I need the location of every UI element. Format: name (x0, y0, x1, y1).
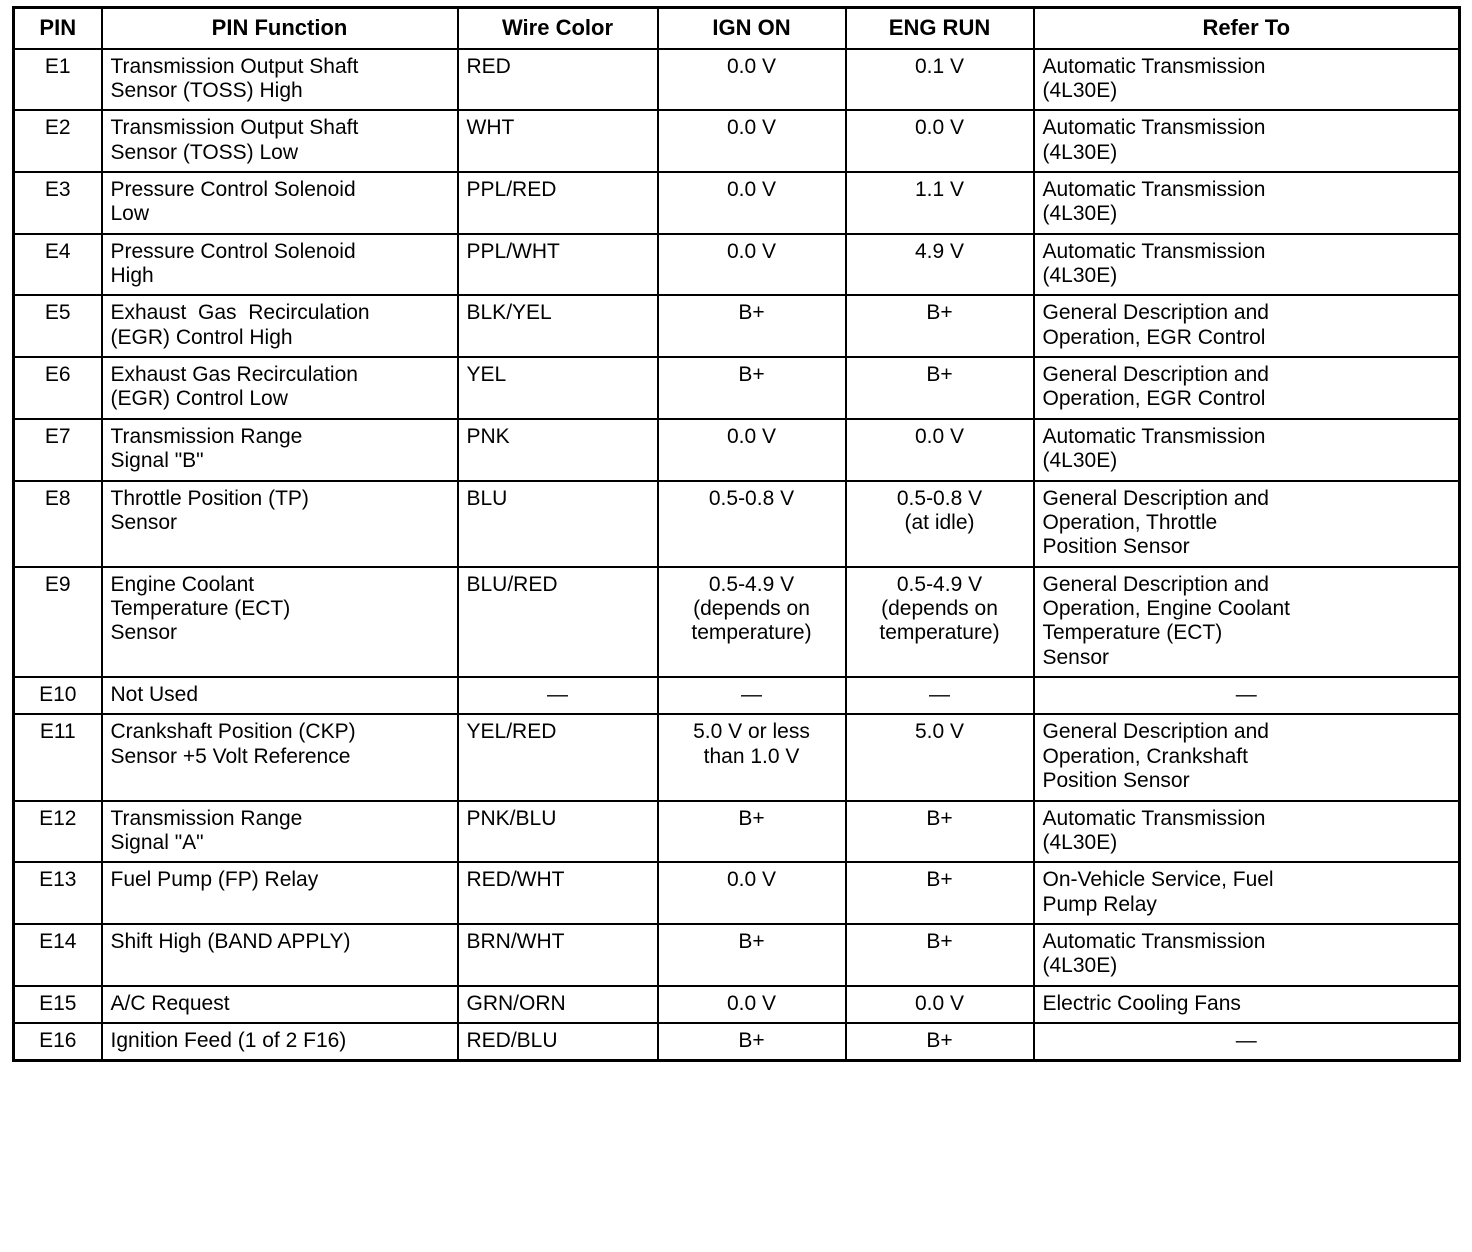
cell-ign-on-line: 0.0 V (726, 239, 777, 263)
cell-refer-to (1034, 677, 1460, 714)
table-row (14, 677, 1460, 714)
cell-ign-on-line: 5.0 V or less (693, 720, 810, 744)
cell-refer-to-line: Sensor (1042, 645, 1110, 669)
table-row (14, 1023, 1460, 1061)
cell-pin-function-line: Engine Coolant (110, 572, 255, 596)
cell-pin-function-line: Exhaust Gas Recirculation (110, 363, 358, 387)
cell-ign-on-line: B+ (738, 806, 765, 830)
column-header-eng-run: ENG RUN (846, 8, 1034, 49)
cell-pin-function (102, 986, 458, 1023)
cell-ign-on-line: 0.0 V (726, 54, 777, 78)
cell-pin: E12 (14, 801, 102, 863)
cell-pin-function-line: (EGR) Control Low (110, 387, 288, 411)
table-row (14, 986, 1460, 1023)
cell-eng-run (846, 419, 1034, 481)
cell-ign-on (658, 49, 846, 111)
cell-wire-color: BLU (458, 481, 658, 567)
cell-eng-run-line: 5.0 V (914, 720, 965, 744)
table-row (14, 234, 1460, 296)
cell-refer-to-line: (4L30E) (1042, 202, 1118, 226)
cell-pin-function-line: Shift High (BAND APPLY) (110, 929, 351, 953)
cell-eng-run-line: 0.5-4.9 V (896, 572, 983, 596)
cell-refer-to-line: General Description and (1042, 486, 1269, 510)
cell-refer-to (1034, 924, 1460, 986)
cell-ign-on-line: (depends on (693, 596, 810, 620)
cell-pin-function (102, 295, 458, 357)
cell-eng-run-line: 4.9 V (914, 239, 965, 263)
cell-refer-to-line: Position Sensor (1042, 535, 1190, 559)
cell-eng-run-line: B+ (926, 868, 953, 892)
cell-pin: E1 (14, 49, 102, 111)
cell-refer-to (1034, 567, 1460, 677)
cell-refer-to-line: — (1235, 683, 1257, 707)
cell-eng-run-line: 0.0 V (914, 116, 965, 140)
cell-ign-on-line: B+ (738, 301, 765, 325)
cell-eng-run-line: 1.1 V (914, 177, 965, 201)
cell-refer-to (1034, 481, 1460, 567)
cell-pin-function-line: Pressure Control Solenoid (110, 239, 356, 263)
cell-ign-on (658, 1023, 846, 1061)
cell-ign-on-line: 0.0 V (726, 991, 777, 1015)
cell-ign-on-line: 0.0 V (726, 868, 777, 892)
cell-eng-run-line: B+ (926, 1029, 953, 1053)
cell-pin: E16 (14, 1023, 102, 1061)
table-header (14, 8, 1460, 49)
table-row (14, 172, 1460, 234)
cell-refer-to-line: (4L30E) (1042, 264, 1118, 288)
cell-pin-function-line: Pressure Control Solenoid (110, 177, 356, 201)
cell-pin: E8 (14, 481, 102, 567)
cell-eng-run (846, 49, 1034, 111)
cell-eng-run-line: B+ (926, 301, 953, 325)
cell-refer-to (1034, 110, 1460, 172)
cell-refer-to (1034, 714, 1460, 800)
cell-ign-on-line: B+ (738, 1029, 765, 1053)
cell-pin: E3 (14, 172, 102, 234)
cell-refer-to (1034, 419, 1460, 481)
cell-eng-run-line: B+ (926, 363, 953, 387)
cell-eng-run (846, 924, 1034, 986)
table-row (14, 862, 1460, 924)
cell-wire-color: GRN/ORN (458, 986, 658, 1023)
cell-pin-function (102, 234, 458, 296)
cell-pin-function-line: Crankshaft Position (CKP) (110, 720, 356, 744)
cell-eng-run-line: 0.1 V (914, 54, 965, 78)
cell-pin-function-line: Low (110, 202, 150, 226)
cell-pin-function (102, 49, 458, 111)
cell-eng-run-line: temperature) (879, 621, 1000, 645)
cell-eng-run (846, 677, 1034, 714)
cell-eng-run (846, 357, 1034, 419)
column-header-pin-function: PIN Function (102, 8, 458, 49)
cell-refer-to-line: (4L30E) (1042, 140, 1118, 164)
cell-refer-to-line: General Description and (1042, 363, 1269, 387)
cell-refer-to-line: Automatic Transmission (1042, 929, 1266, 953)
cell-ign-on-line: than 1.0 V (703, 744, 800, 768)
cell-pin: E11 (14, 714, 102, 800)
cell-pin-function (102, 110, 458, 172)
cell-eng-run (846, 567, 1034, 677)
cell-ign-on-line: 0.5-4.9 V (708, 572, 795, 596)
cell-eng-run-line: — (929, 683, 950, 707)
cell-refer-to-line: Automatic Transmission (1042, 116, 1266, 140)
cell-wire-color: WHT (458, 110, 658, 172)
cell-refer-to-line: Operation, Crankshaft (1042, 744, 1248, 768)
table-row (14, 295, 1460, 357)
cell-refer-to (1034, 357, 1460, 419)
cell-refer-to-line: Operation, EGR Control (1042, 325, 1266, 349)
cell-refer-to (1034, 1023, 1460, 1061)
cell-refer-to-line: General Description and (1042, 301, 1269, 325)
cell-eng-run (846, 481, 1034, 567)
cell-eng-run-line: 0.0 V (914, 991, 965, 1015)
cell-refer-to-line: (4L30E) (1042, 449, 1118, 473)
cell-pin-function-line: Sensor (TOSS) High (110, 78, 303, 102)
cell-pin-function (102, 481, 458, 567)
cell-eng-run (846, 986, 1034, 1023)
cell-pin-function-line: Sensor +5 Volt Reference (110, 744, 351, 768)
cell-refer-to-line: (4L30E) (1042, 954, 1118, 978)
cell-ign-on (658, 419, 846, 481)
cell-ign-on (658, 567, 846, 677)
cell-pin: E14 (14, 924, 102, 986)
cell-pin-function-line: Transmission Output Shaft (110, 54, 359, 78)
cell-refer-to (1034, 295, 1460, 357)
cell-pin-function-line: Signal "B" (110, 449, 204, 473)
cell-ign-on (658, 172, 846, 234)
cell-wire-color: PNK/BLU (458, 801, 658, 863)
cell-ign-on-line: temperature) (691, 621, 812, 645)
cell-ign-on-line: 0.0 V (726, 177, 777, 201)
cell-wire-color: PPL/RED (458, 172, 658, 234)
cell-refer-to-line: Automatic Transmission (1042, 806, 1266, 830)
cell-wire-color: BLU/RED (458, 567, 658, 677)
cell-ign-on (658, 234, 846, 296)
column-header-ign-on: IGN ON (658, 8, 846, 49)
cell-pin-function-line: High (110, 264, 154, 288)
cell-pin: E13 (14, 862, 102, 924)
cell-refer-to (1034, 986, 1460, 1023)
cell-pin-function (102, 567, 458, 677)
cell-eng-run (846, 172, 1034, 234)
table-row (14, 924, 1460, 986)
cell-refer-to-line: Electric Cooling Fans (1042, 991, 1241, 1015)
cell-refer-to-line: Automatic Transmission (1042, 424, 1266, 448)
column-header-wire-color: Wire Color (458, 8, 658, 49)
table-header-row (14, 8, 1460, 49)
cell-pin-function-line: Sensor (110, 621, 178, 645)
cell-pin-function (102, 419, 458, 481)
cell-eng-run-line: B+ (926, 806, 953, 830)
cell-pin-function (102, 924, 458, 986)
cell-refer-to-line: Automatic Transmission (1042, 239, 1266, 263)
cell-refer-to (1034, 801, 1460, 863)
cell-pin-function-line: (EGR) Control High (110, 325, 293, 349)
cell-pin-function (102, 862, 458, 924)
cell-pin-function-line: Throttle Position (TP) (110, 486, 309, 510)
cell-ign-on (658, 677, 846, 714)
cell-pin-function-line: Temperature (ECT) (110, 596, 291, 620)
cell-refer-to (1034, 234, 1460, 296)
cell-ign-on (658, 714, 846, 800)
cell-refer-to (1034, 862, 1460, 924)
cell-refer-to-line: General Description and (1042, 572, 1269, 596)
cell-wire-color: YEL/RED (458, 714, 658, 800)
cell-ign-on-line: 0.5-0.8 V (708, 486, 795, 510)
cell-refer-to-line: On-Vehicle Service, Fuel (1042, 868, 1274, 892)
cell-pin: E5 (14, 295, 102, 357)
cell-ign-on (658, 357, 846, 419)
table-row (14, 567, 1460, 677)
cell-ign-on-line: — (741, 683, 762, 707)
cell-refer-to-line: Automatic Transmission (1042, 54, 1266, 78)
cell-refer-to-line: Position Sensor (1042, 769, 1190, 793)
cell-pin-function-line: Sensor (110, 510, 178, 534)
column-header-refer-to: Refer To (1034, 8, 1460, 49)
column-header-pin: PIN (14, 8, 102, 49)
table-body (14, 49, 1460, 1061)
cell-pin: E2 (14, 110, 102, 172)
cell-refer-to (1034, 49, 1460, 111)
pin-reference-table (12, 6, 1461, 1062)
cell-pin-function-line: Transmission Range (110, 806, 303, 830)
cell-eng-run (846, 862, 1034, 924)
cell-refer-to-line: (4L30E) (1042, 830, 1118, 854)
table-row (14, 357, 1460, 419)
cell-ign-on (658, 924, 846, 986)
cell-refer-to-line: — (1235, 1029, 1257, 1053)
cell-wire-color: BRN/WHT (458, 924, 658, 986)
table-row (14, 110, 1460, 172)
cell-pin-function-line: Transmission Range (110, 424, 303, 448)
cell-ign-on (658, 862, 846, 924)
cell-pin-function-line: Exhaust Gas Recirculation (110, 301, 370, 325)
cell-eng-run-line: (at idle) (904, 510, 975, 534)
cell-ign-on-line: 0.0 V (726, 116, 777, 140)
cell-pin-function-line: Not Used (110, 683, 199, 707)
cell-pin-function (102, 172, 458, 234)
cell-pin-function (102, 357, 458, 419)
cell-pin: E4 (14, 234, 102, 296)
cell-refer-to (1034, 172, 1460, 234)
cell-pin: E9 (14, 567, 102, 677)
cell-wire-color: PPL/WHT (458, 234, 658, 296)
cell-ign-on (658, 801, 846, 863)
cell-refer-to-line: Automatic Transmission (1042, 177, 1266, 201)
cell-ign-on-line: B+ (738, 929, 765, 953)
cell-pin-function (102, 801, 458, 863)
cell-wire-color: RED (458, 49, 658, 111)
cell-eng-run-line: B+ (926, 929, 953, 953)
cell-refer-to-line: Operation, Engine Coolant (1042, 596, 1290, 620)
cell-eng-run (846, 110, 1034, 172)
cell-pin-function-line: Fuel Pump (FP) Relay (110, 868, 319, 892)
cell-pin: E15 (14, 986, 102, 1023)
cell-ign-on (658, 110, 846, 172)
cell-refer-to-line: (4L30E) (1042, 78, 1118, 102)
cell-eng-run-line: (depends on (881, 596, 998, 620)
table-row (14, 714, 1460, 800)
table-row (14, 49, 1460, 111)
table-row (14, 481, 1460, 567)
cell-pin-function-line: Sensor (TOSS) Low (110, 140, 299, 164)
table-row (14, 801, 1460, 863)
cell-refer-to-line: Operation, Throttle (1042, 510, 1218, 534)
cell-ign-on (658, 986, 846, 1023)
cell-eng-run-line: 0.0 V (914, 424, 965, 448)
cell-wire-color: RED/BLU (458, 1023, 658, 1061)
cell-refer-to-line: Pump Relay (1042, 892, 1157, 916)
cell-ign-on (658, 295, 846, 357)
cell-ign-on-line: 0.0 V (726, 424, 777, 448)
cell-wire-color: YEL (458, 357, 658, 419)
cell-eng-run (846, 234, 1034, 296)
cell-pin: E6 (14, 357, 102, 419)
cell-pin-function (102, 714, 458, 800)
table-row (14, 419, 1460, 481)
cell-pin-function-line: Signal "A" (110, 830, 204, 854)
cell-eng-run-line: 0.5-0.8 V (896, 486, 983, 510)
cell-ign-on (658, 481, 846, 567)
cell-wire-color: — (458, 677, 658, 714)
cell-pin-function-line: Ignition Feed (1 of 2 F16) (110, 1029, 347, 1053)
cell-eng-run (846, 295, 1034, 357)
cell-pin: E10 (14, 677, 102, 714)
cell-refer-to-line: General Description and (1042, 720, 1269, 744)
cell-pin: E7 (14, 419, 102, 481)
cell-wire-color: RED/WHT (458, 862, 658, 924)
cell-refer-to-line: Operation, EGR Control (1042, 387, 1266, 411)
cell-pin-function-line: A/C Request (110, 991, 230, 1015)
cell-pin-function (102, 1023, 458, 1061)
cell-pin-function (102, 677, 458, 714)
cell-wire-color: BLK/YEL (458, 295, 658, 357)
cell-eng-run (846, 801, 1034, 863)
cell-refer-to-line: Temperature (ECT) (1042, 621, 1223, 645)
cell-wire-color: PNK (458, 419, 658, 481)
cell-ign-on-line: B+ (738, 363, 765, 387)
cell-pin-function-line: Transmission Output Shaft (110, 116, 359, 140)
cell-eng-run (846, 1023, 1034, 1061)
cell-eng-run (846, 714, 1034, 800)
